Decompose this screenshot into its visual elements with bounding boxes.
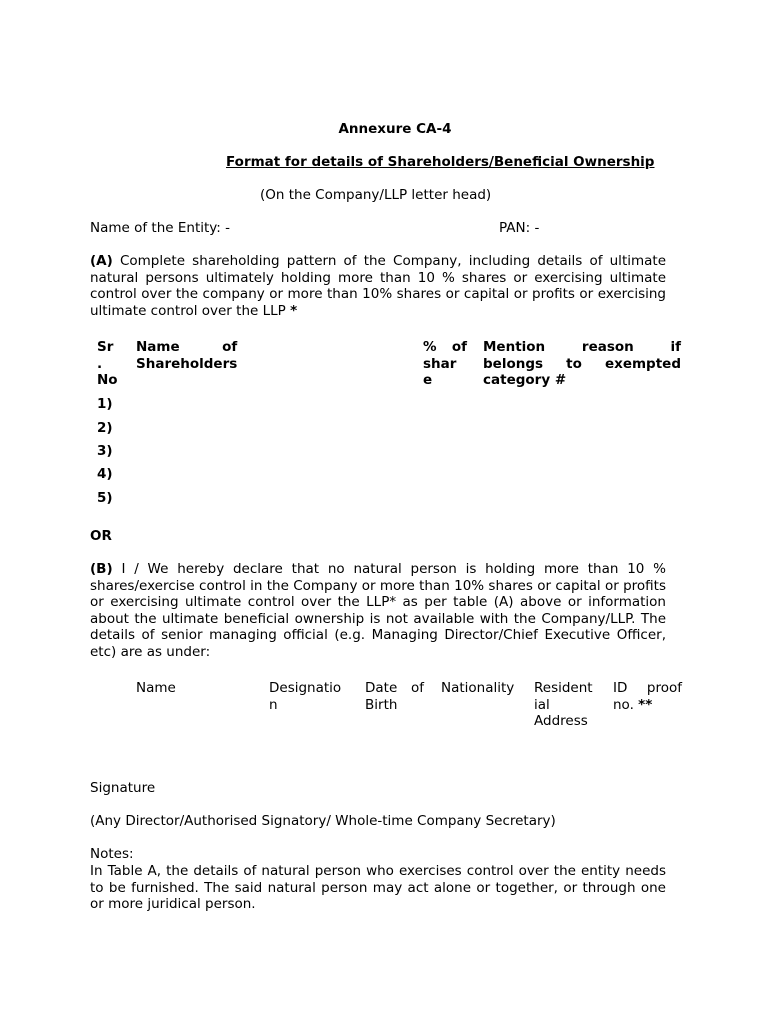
header-sr-no: Sr . No — [97, 339, 118, 388]
signatory-note: (Any Director/Authorised Signatory/ Whole-time Company Secretary) — [90, 813, 556, 829]
pan-label: PAN: - — [499, 220, 540, 236]
header-name: Name — [136, 680, 176, 696]
letterhead-note: (On the Company/LLP letter head) — [260, 187, 492, 203]
format-title: Format for details of Shareholders/Beneficial Ownership — [226, 154, 655, 170]
section-b-paragraph — [90, 561, 666, 660]
table-row: 1) — [97, 396, 113, 412]
table-row: 5) — [97, 490, 113, 506]
header-residential-address: Resident ial Address — [534, 680, 593, 729]
header-nationality: Nationality — [441, 680, 515, 696]
notes-label: Notes: — [90, 846, 134, 862]
entity-name-label: Name of the Entity: - — [90, 220, 231, 236]
header-date-of-birth: Date of Birth — [365, 680, 424, 713]
header-name-of-shareholders: Name of Shareholders — [136, 339, 238, 372]
section-a-marker: (A) — [90, 253, 113, 269]
header-id-proof: ID proof no. ** — [613, 680, 682, 713]
header-exempted-reason: Mention reason if belongs to exempted category # — [483, 339, 681, 388]
header-designation: Designatio n — [269, 680, 342, 713]
annexure-title: Annexure CA-4 — [338, 121, 452, 137]
table-row: 3) — [97, 443, 113, 459]
table-row: 2) — [97, 420, 113, 436]
header-percent-share: % of shar e — [423, 339, 467, 388]
table-row: 4) — [97, 466, 113, 482]
or-label: OR — [90, 528, 112, 544]
section-b-marker: (B) — [90, 561, 113, 577]
signature-label: Signature — [90, 780, 156, 796]
section-a-star: * — [290, 302, 298, 319]
section-a-paragraph — [90, 253, 666, 319]
notes-text: In Table A, the details of natural person who exercises control over the entity needs to be furnished. The said natural person may act alone or together, or through one or more juridical person. — [90, 863, 666, 912]
section-a-text: Complete shareholding pattern of the Company, including details of ultimate natural persons ultimately holding more than 10 % shares or exercising ultimate control over the company or more than 10% shares or capital or profits or exercising ultimate control over the LLP — [90, 253, 667, 319]
section-b-text: I / We hereby declare that no natural person is holding more than 10 % shares/exercise control in the Company or more than 10% shares or capital or profits or exercising ultimate control over the LLP* as per table (A) above or information about the ultimate beneficial ownership is not available with the Company/LLP. The details of senior managing official (e.g. Managing Director/Chief Executive Officer, etc) are as under: — [90, 561, 666, 660]
